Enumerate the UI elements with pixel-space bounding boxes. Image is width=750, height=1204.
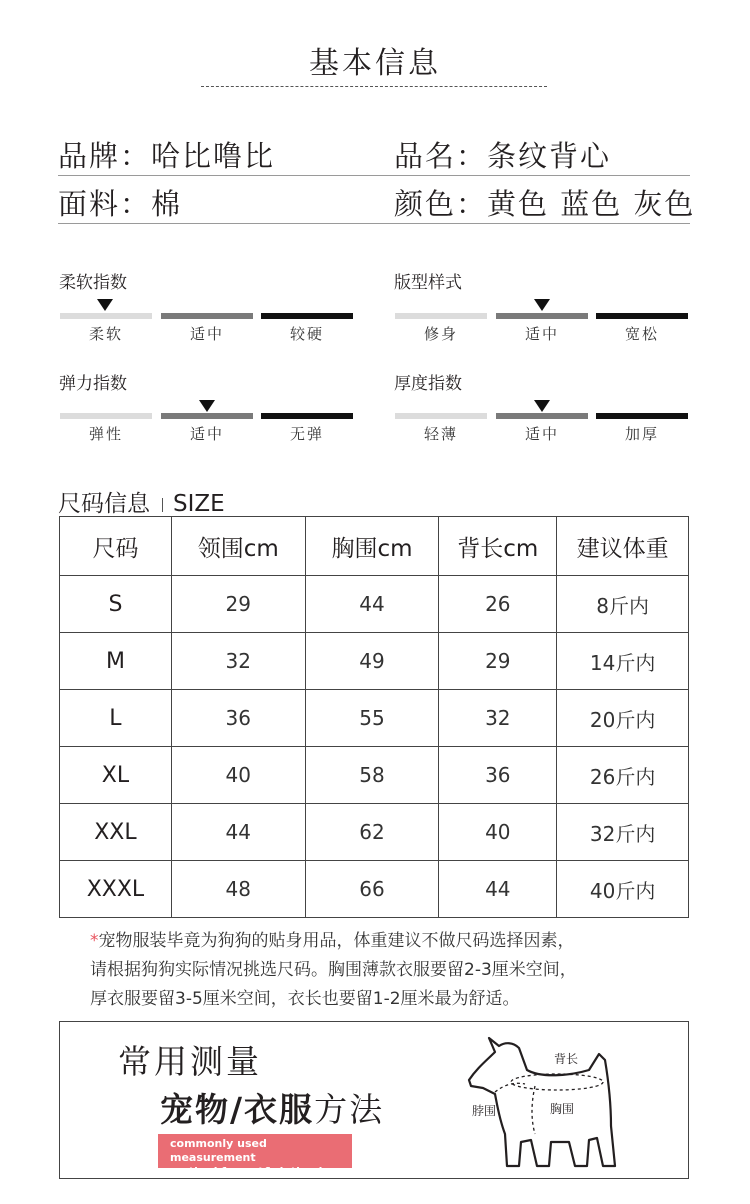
table-cell: 36 (439, 747, 557, 804)
index-option: 宽松 (624, 325, 659, 343)
measure-title-1: 常用测量 (118, 1042, 262, 1081)
table-cell: 32 (439, 690, 557, 747)
note-line-3: 厚衣服要留3-5厘米空间，衣长也要留1-2厘米最为舒适。 (90, 989, 520, 1009)
index-bar-mid (496, 313, 588, 319)
index-bar-light (60, 313, 152, 319)
table-cell: 66 (305, 861, 439, 918)
index-label: 柔软指数 (59, 273, 127, 293)
table-cell: 26 (439, 576, 557, 633)
product-name-info: 品名：条纹背心 (394, 139, 612, 173)
index-label: 版型样式 (394, 273, 462, 293)
table-cell: 40 (171, 747, 305, 804)
note-line-2: 请根据狗狗实际情况挑选尺码。胸围薄款衣服要留2-3厘米空间， (90, 960, 577, 980)
index-option: 弹性 (88, 425, 123, 443)
size-section-subtitle: SIZE (173, 491, 225, 517)
index-bar-dark (261, 313, 353, 319)
table-row (60, 747, 689, 804)
table-cell-size: S (60, 576, 172, 633)
table-cell: 58 (305, 747, 439, 804)
index-option: 较硬 (289, 325, 324, 343)
note-line (90, 927, 690, 956)
index-bar-mid (161, 313, 253, 319)
table-cell: 29 (171, 576, 305, 633)
table-cell: 44 (305, 576, 439, 633)
measure-title-2 (160, 1084, 384, 1131)
index-bar-dark (261, 413, 353, 419)
table-row (60, 690, 689, 747)
table-cell: 44 (439, 861, 557, 918)
measure-badge (158, 1134, 352, 1178)
table-cell: 36 (171, 690, 305, 747)
table-cell: 44 (171, 804, 305, 861)
column-header: 背长cm (439, 517, 557, 576)
index-option: 修身 (423, 325, 458, 343)
table-cell: 29 (439, 633, 557, 690)
back-length-label: 背长 (554, 1052, 579, 1066)
measure-title-2-thin: 方法 (314, 1090, 385, 1129)
index-bar-light (395, 413, 487, 419)
index-bar-mid (161, 413, 253, 419)
table-cell: 55 (305, 690, 439, 747)
table-cell-size: XL (60, 747, 172, 804)
selected-marker-icon (534, 400, 550, 412)
index-option: 加厚 (624, 425, 659, 443)
heading-separator (162, 498, 163, 512)
size-note (90, 927, 690, 1014)
table-cell: 49 (305, 633, 439, 690)
page-title: 基本信息 (309, 46, 441, 81)
index-option: 适中 (524, 425, 559, 443)
chest-label: 胸围 (550, 1102, 575, 1116)
selected-marker-icon (97, 299, 113, 311)
table-cell: 40斤内 (557, 861, 689, 918)
note-line-1: 宠物服装毕竟为狗狗的贴身用品，体重建议不做尺码选择因素， (98, 931, 575, 951)
table-cell-size: L (60, 690, 172, 747)
table-cell-size: M (60, 633, 172, 690)
index-bar-mid (496, 413, 588, 419)
table-row (60, 576, 689, 633)
title-divider (201, 86, 547, 87)
column-header: 领围cm (171, 517, 305, 576)
index-label: 弹力指数 (59, 374, 127, 394)
index-bar-light (395, 313, 487, 319)
badge-line-2: method for pet&clothes! (170, 1165, 324, 1178)
brand-info: 品牌：哈比噜比 (58, 139, 276, 173)
table-cell: 32 (171, 633, 305, 690)
badge-line-1: commonly used measurement (170, 1137, 267, 1164)
table-cell: 32斤内 (557, 804, 689, 861)
size-table (59, 516, 689, 918)
table-cell-size: XXL (60, 804, 172, 861)
index-option: 适中 (524, 325, 559, 343)
index-bar-dark (596, 313, 688, 319)
table-cell: 62 (305, 804, 439, 861)
measurement-guide (59, 1021, 689, 1179)
table-row (60, 633, 689, 690)
info-row-1 (58, 126, 690, 176)
index-label: 厚度指数 (394, 374, 462, 394)
measure-title-2-bold: 宠物/衣服 (160, 1090, 315, 1129)
index-bar-light (60, 413, 152, 419)
index-option: 无弹 (289, 425, 324, 443)
size-section-heading (58, 485, 225, 518)
index-option: 轻薄 (423, 425, 458, 443)
table-cell: 40 (439, 804, 557, 861)
table-cell: 26斤内 (557, 747, 689, 804)
table-row (60, 861, 689, 918)
index-bar-dark (596, 413, 688, 419)
size-section-title: 尺码信息 (58, 491, 150, 517)
column-header: 尺码 (60, 517, 172, 576)
index-option: 柔软 (88, 325, 123, 343)
table-header-row (60, 517, 689, 576)
index-option: 适中 (189, 325, 224, 343)
column-header: 胸围cm (305, 517, 439, 576)
table-cell: 14斤内 (557, 633, 689, 690)
table-cell: 20斤内 (557, 690, 689, 747)
selected-marker-icon (199, 400, 215, 412)
info-row-2 (58, 174, 696, 224)
table-row (60, 804, 689, 861)
table-cell: 48 (171, 861, 305, 918)
color-info: 颜色：黄色 蓝色 灰色 (394, 187, 696, 221)
column-header: 建议体重 (557, 517, 689, 576)
index-option: 适中 (189, 425, 224, 443)
table-cell-size: XXXL (60, 861, 172, 918)
fabric-info: 面料：棉 (58, 187, 183, 221)
note-asterisk: * (90, 931, 99, 951)
neck-label: 脖围 (472, 1104, 497, 1118)
table-cell: 8斤内 (557, 576, 689, 633)
selected-marker-icon (534, 299, 550, 311)
